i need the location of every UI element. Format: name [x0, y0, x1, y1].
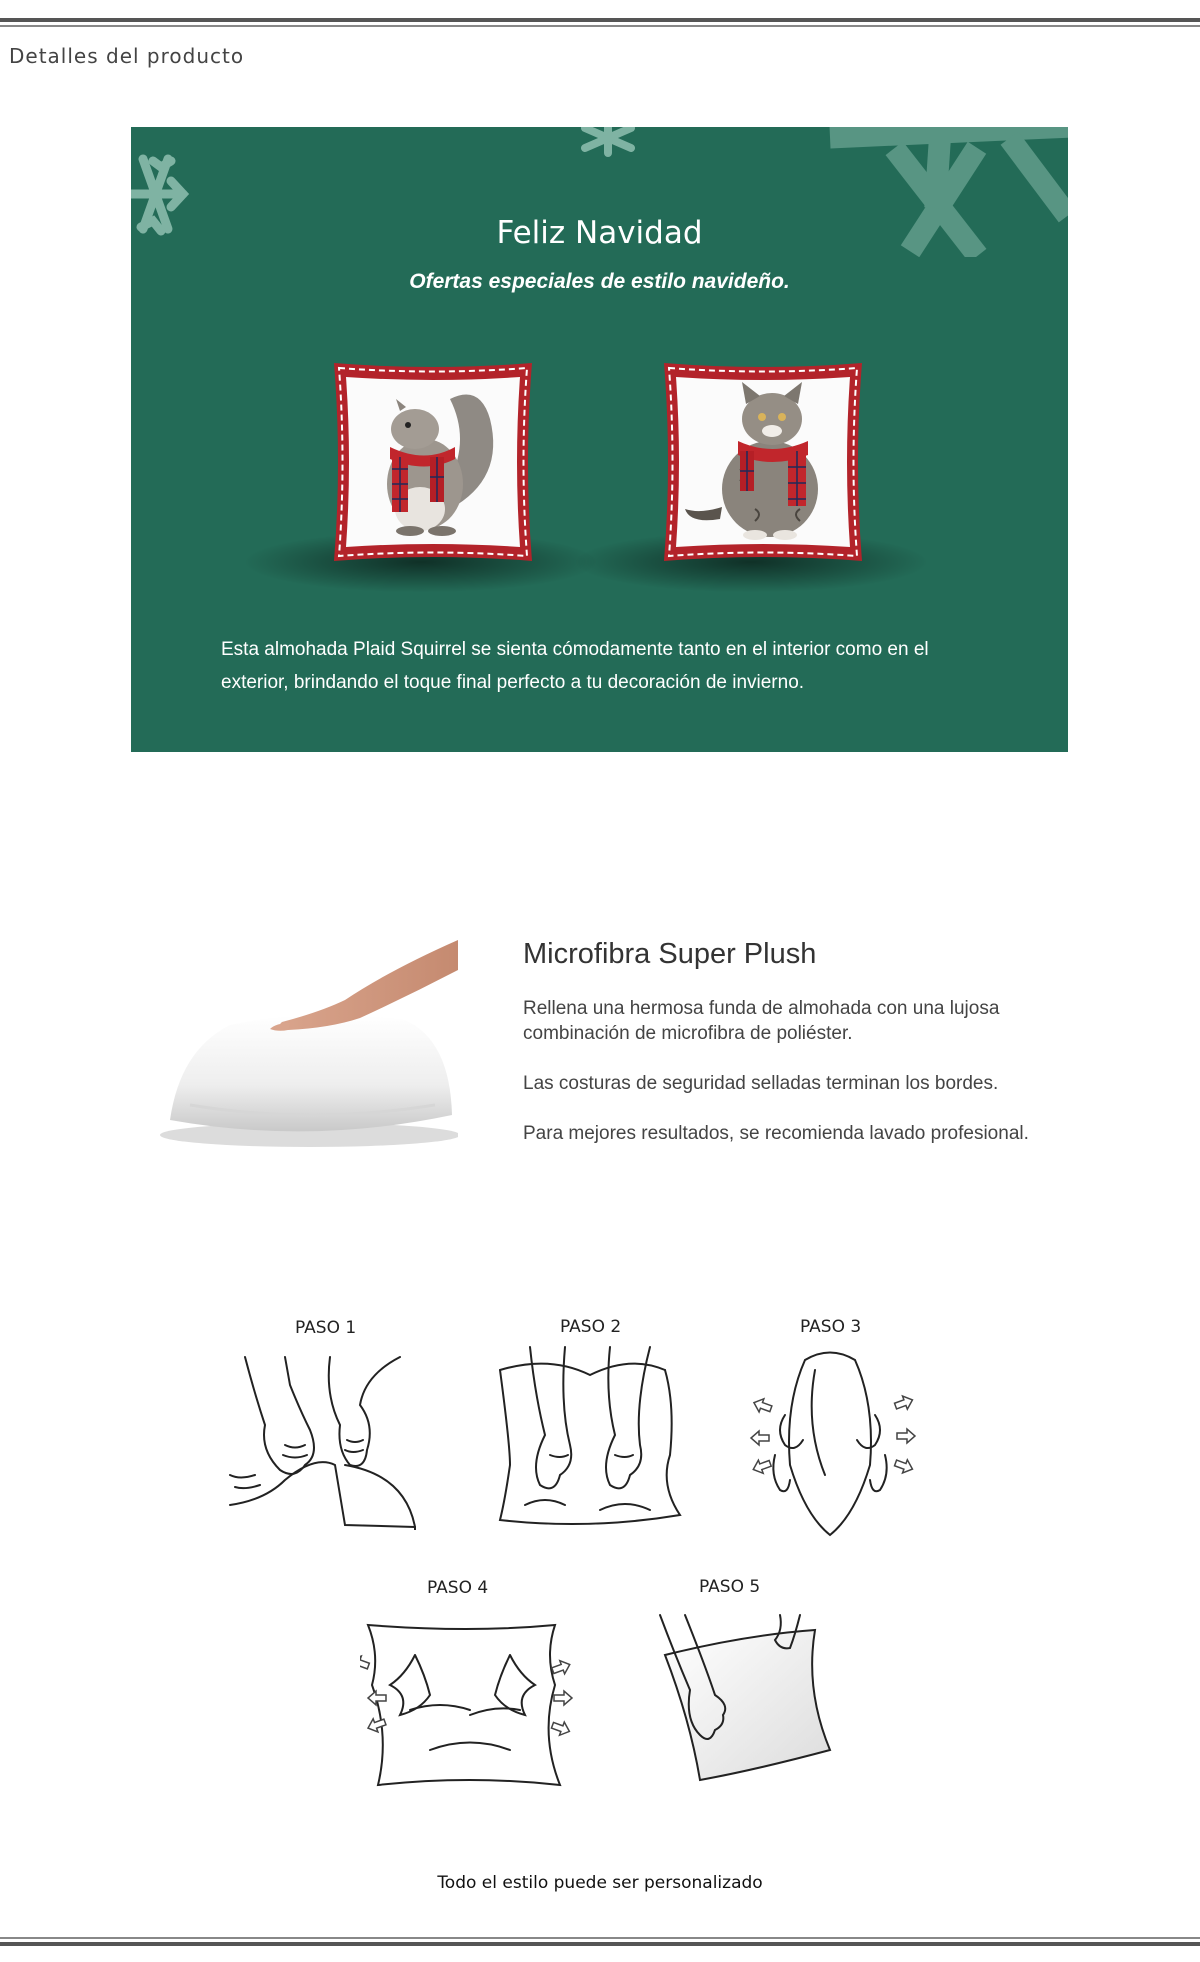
banner-title: Feliz Navidad [496, 215, 703, 251]
banner-description: Esta almohada Plaid Squirrel se sienta cómodamente tanto en el interior como en el exterior, brindando el toque final perfecto a tu decoración de invierno. [221, 639, 929, 693]
banner-subtitle: Ofertas especiales de estilo navideño. [409, 270, 790, 293]
step-5-illustration [655, 1610, 835, 1790]
christmas-banner [131, 127, 1068, 752]
section-title: Detalles del producto [9, 44, 245, 68]
bottom-divider [0, 1937, 1200, 1946]
microfiber-paragraph: Las costuras de seguridad selladas terminan los bordes. [523, 1073, 999, 1094]
squirrel-pillow-image [330, 359, 536, 565]
step-5-label: PASO 5 [699, 1577, 761, 1597]
customization-note: Todo el estilo puede ser personalizado [437, 1873, 763, 1893]
plush-pillow-photo [160, 900, 458, 1152]
step-4-label: PASO 4 [427, 1578, 489, 1598]
step-3-illustration [745, 1345, 925, 1540]
snowflake-icon [573, 127, 643, 163]
step-1-label: PASO 1 [295, 1318, 357, 1338]
step-2-illustration [490, 1345, 690, 1535]
step-1-illustration [225, 1355, 425, 1530]
step-2-label: PASO 2 [560, 1317, 622, 1337]
microfiber-title: Microfibra Super Plush [523, 938, 817, 970]
microfiber-paragraph: Rellena una hermosa funda de almohada con una lujosa combinación de microfibra de poliéster. [523, 998, 1000, 1044]
step-3-label: PASO 3 [800, 1317, 862, 1337]
top-divider [0, 18, 1200, 27]
cat-pillow-image [660, 359, 866, 565]
step-4-illustration [360, 1615, 580, 1790]
microfiber-paragraph: Para mejores resultados, se recomienda lavado profesional. [523, 1123, 1029, 1144]
